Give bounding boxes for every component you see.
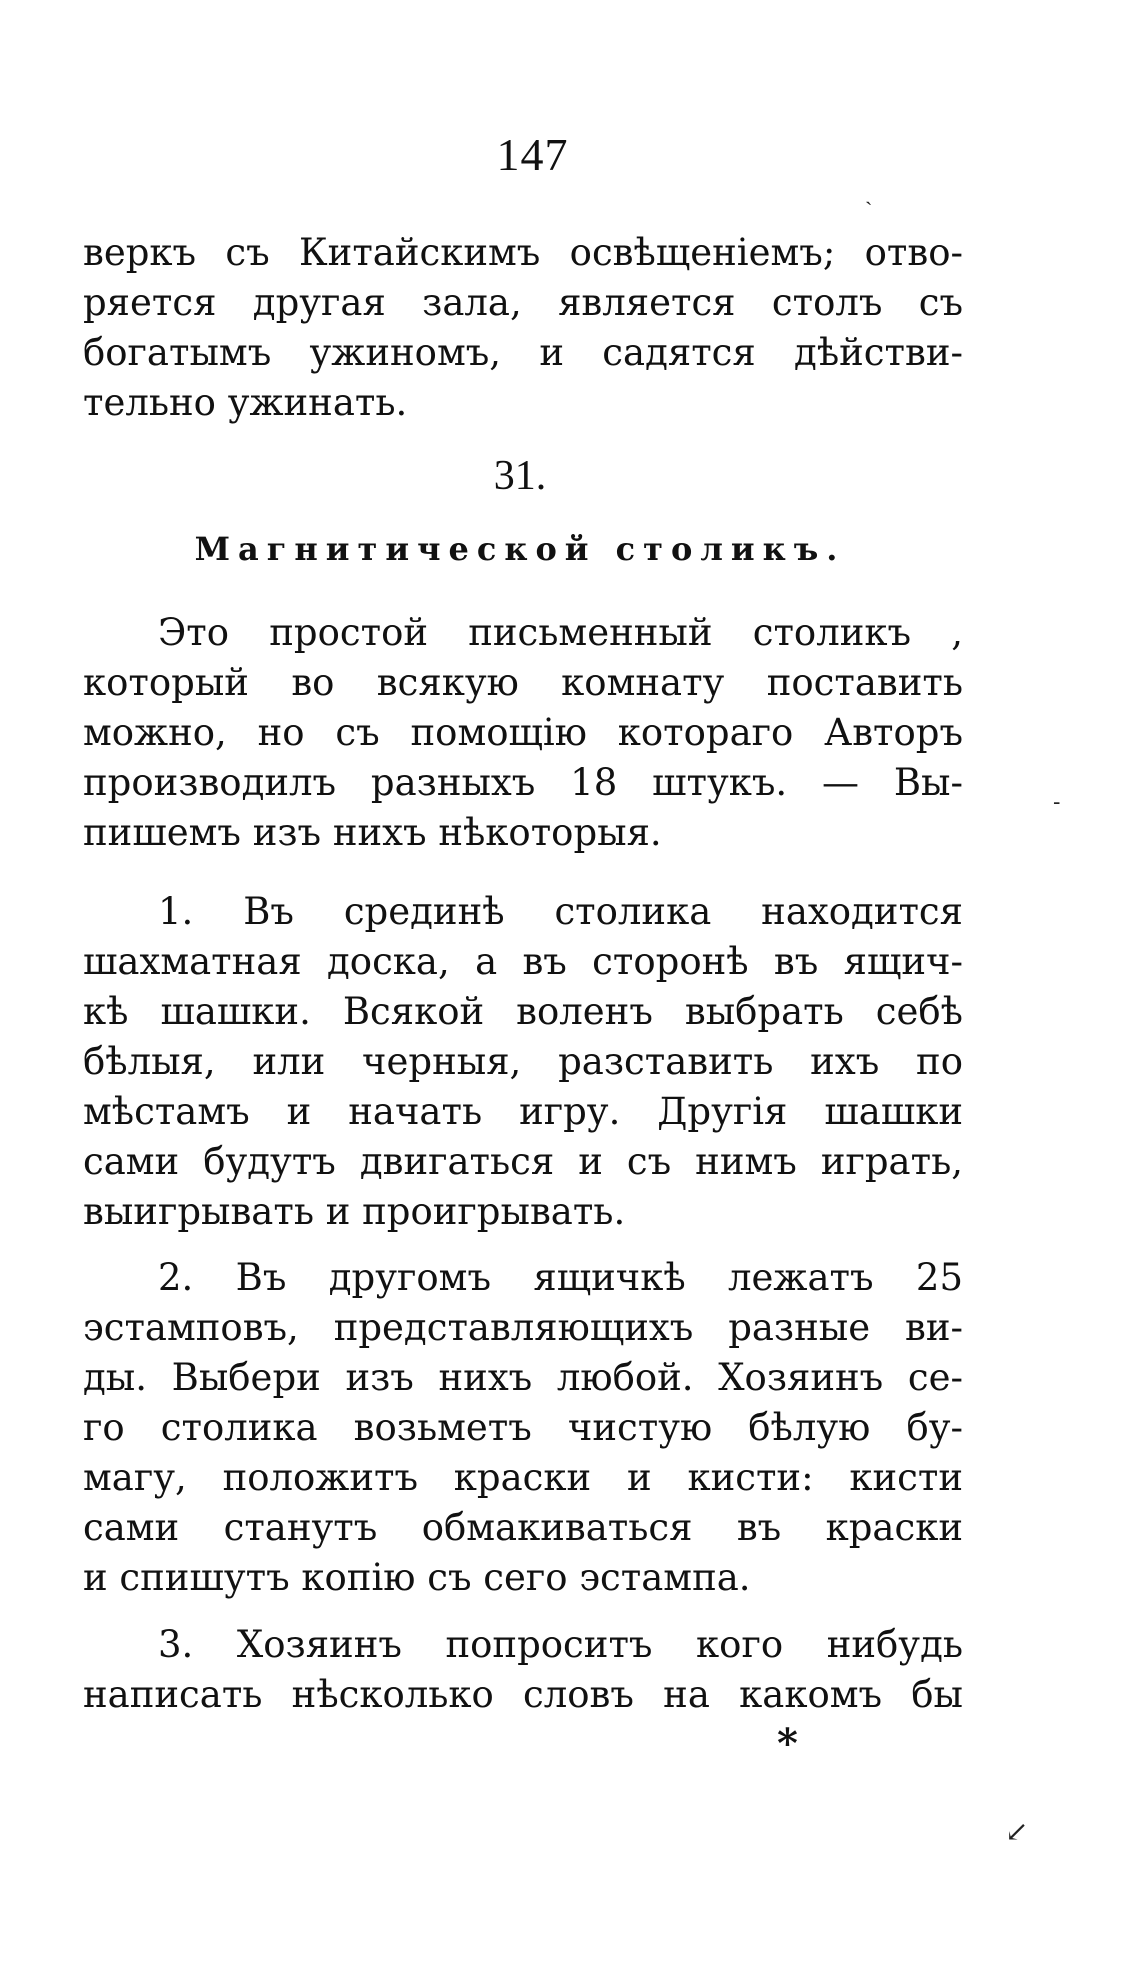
text-line: магу, положитъ краски и кисти: кисти	[83, 1456, 963, 1499]
text-line: мѣстамъ и начать игру. Другія шашки	[83, 1090, 963, 1133]
text-line: можно, но съ помощію котораго Авторъ	[83, 711, 963, 754]
signature-mark: *	[777, 1720, 798, 1767]
text-line: пишемъ изъ нихъ нѣкоторыя.	[83, 811, 662, 854]
text-line: и спишутъ копію съ сего эстампа.	[83, 1556, 751, 1599]
text-line: который во всякую комнату поставить	[83, 661, 963, 704]
text-line: производилъ разныхъ 18 штукъ. — Вы-	[83, 761, 963, 804]
print-speck: ˏ	[865, 181, 873, 206]
text-line: выигрывать и проигрывать.	[83, 1190, 626, 1233]
print-speck: ↙	[1005, 1815, 1029, 1848]
text-line: веркъ съ Китайскимъ освѣщеніемъ; отво-	[83, 231, 963, 274]
text-line: 1. Въ срединѣ столика находится	[158, 890, 963, 933]
print-speck: -	[1053, 790, 1061, 815]
text-line: тельно ужинать.	[83, 381, 408, 424]
text-line: го столика возьметъ чистую бѣлую бу-	[83, 1406, 963, 1449]
text-line: написать нѣсколько словъ на какомъ бы	[83, 1673, 963, 1716]
paragraph-item-3	[83, 1620, 963, 1720]
text-line: сами будутъ двигаться и съ нимъ играть,	[83, 1140, 963, 1183]
text-line: эстамповъ, представляющихъ разные ви-	[83, 1306, 963, 1349]
section-number: 31.	[493, 453, 547, 499]
section-title: Магнитической столикъ.	[194, 530, 846, 568]
text-line: ды. Выбери изъ нихъ любой. Хозяинъ се-	[83, 1356, 963, 1399]
text-line: 2. Въ другомъ ящичкѣ лежатъ 25	[158, 1256, 963, 1299]
paragraph-continuation	[83, 228, 963, 428]
paragraph-item-2	[83, 1253, 963, 1603]
text-line: Это простой письменный столикъ ,	[158, 611, 963, 654]
text-line: богатымъ ужиномъ, и садятся дѣйстви-	[83, 331, 963, 374]
text-line: шахматная доска, а въ сторонѣ въ ящич-	[83, 940, 963, 983]
paragraph-intro	[83, 608, 963, 858]
text-line: сами станутъ обмакиваться въ краски	[83, 1506, 963, 1549]
page-number: 147	[496, 129, 569, 180]
text-line: 3. Хозяинъ попроситъ кого нибудь	[158, 1623, 963, 1666]
text-line: бѣлыя, или черныя, разставить ихъ по	[83, 1040, 963, 1083]
text-line: кѣ шашки. Всякой воленъ выбрать себѣ	[83, 990, 963, 1033]
text-line: ряется другая зала, является столъ съ	[83, 281, 963, 324]
paragraph-item-1	[83, 887, 963, 1237]
